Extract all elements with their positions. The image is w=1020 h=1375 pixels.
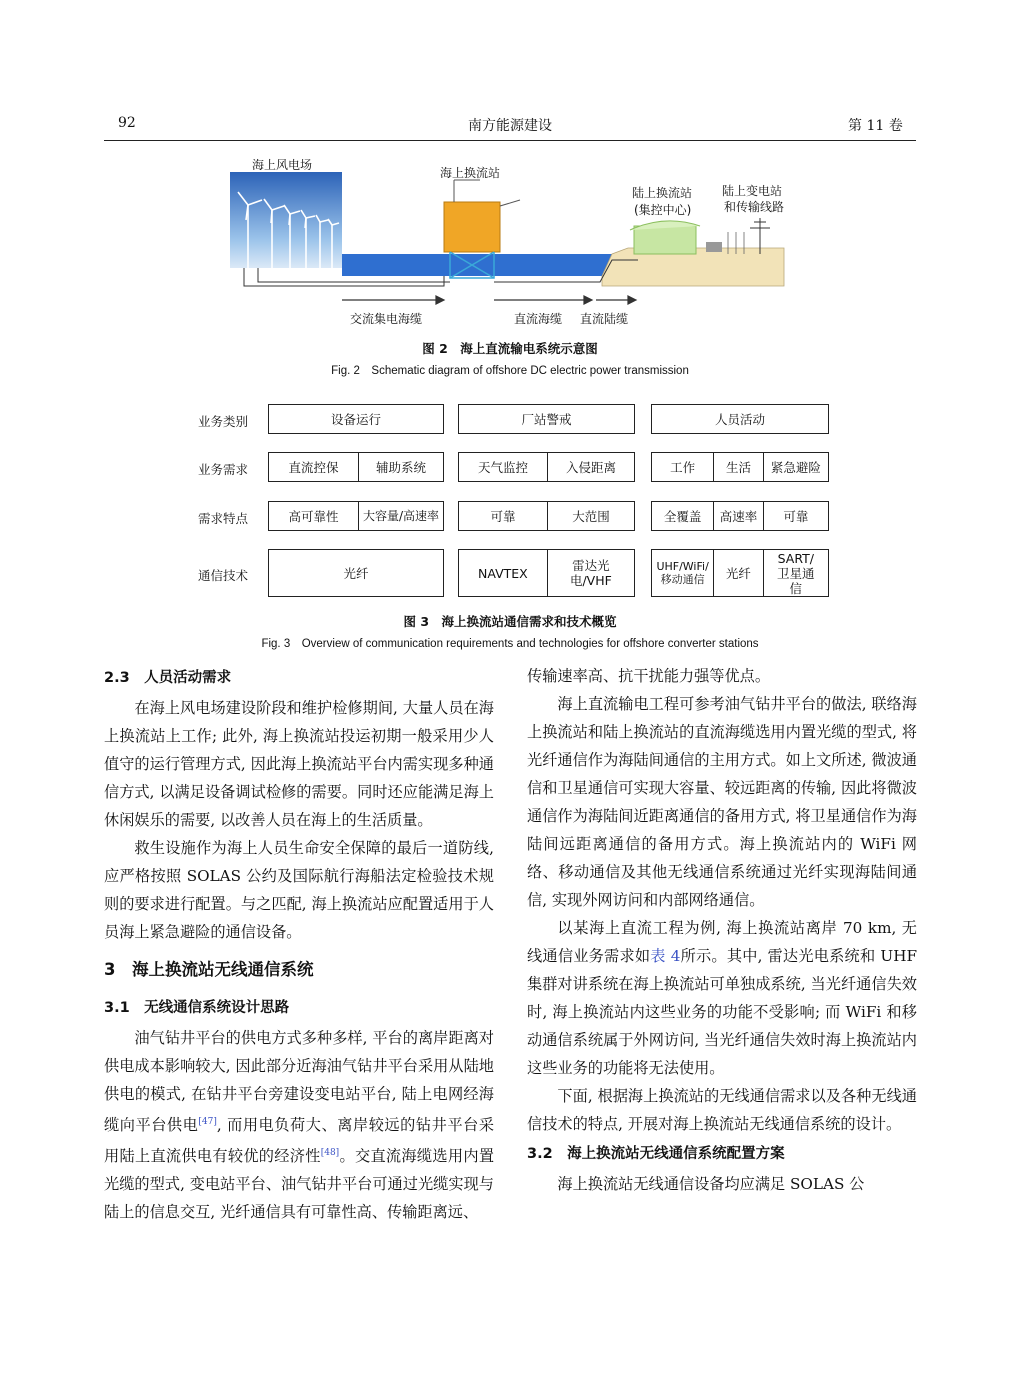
fig2-caption-en: Fig. 2 Schematic diagram of offshore DC electric power transmission [331,365,689,377]
need-cell: 入侵距离 [547,453,634,481]
label-offshore-station: 海上换流站 [440,166,501,180]
paragraph [104,1024,494,1226]
volume-label: 第 11 卷 [848,118,903,134]
label-ac-cable: 交流集电海缆 [350,312,423,326]
needs-group [458,452,635,482]
need-cell: 辅助系统 [358,453,443,481]
needs-group [268,452,444,482]
paragraph: 在海上风电场建设阶段和维护检修期间, 大量人员在海上换流站上工作; 此外, 海上换流站投运初期一般采用少人值守的运行管理方式, 因此海上换流站平台内需实现多种通信方式, 以满足设备调试检修的需要。同时还应能满足海上休闲娱乐的需要, 以改善人员在海上的生活质量。 [104,699,494,829]
label-dc-land-cable: 直流陆缆 [580,312,629,326]
citation-48[interactable]: [48] [320,1148,340,1159]
left-column [104,662,494,1226]
feature-cell: 大范围 [547,502,634,530]
feature-cell: 可靠 [763,502,828,530]
offshore-dc-diagram [228,150,788,340]
category-box: 厂站警戒 [458,404,635,434]
category-box: 人员活动 [651,404,829,434]
label-onshore-substation-sub: 和传输线路 [724,200,785,214]
journal-title: 南方能源建设 [468,118,552,134]
text-span: 以某海上直流工程为例, 海上换流站离岸 70 km, 无线通信业务需求如 [527,919,917,965]
features-group [458,501,635,531]
row-label-tech: 通信技术 [198,568,249,583]
paragraph: 下面, 根据海上换流站的无线通信需求以及各种无线通信技术的特点, 开展对海上换流站无线通信系统的设计。 [527,1087,917,1133]
need-cell: 紧急避险 [763,453,828,481]
citation-47[interactable]: [47] [198,1117,217,1127]
feature-cell: 高速率 [713,502,762,530]
section-2-3-heading: 2.3 人员活动需求 [104,670,232,686]
text-span: 所示。其中, 雷达光电系统和 UHF 集群对讲系统在海上换流站可单独成系统, 当光纤通信失效时, 海上换流站内这些业务的功能不受影响; 而 WiFi 和移动通信系统属于外网访问, 当光纤通信失效时海上换流站内这些业务的功能将无法使用。 [527,947,917,1077]
tech-cell: 雷达光电/VHF [547,550,634,596]
category-box: 设备运行 [268,404,444,434]
text-span: , 而用电负荷大、离岸较远的钻井平台采用陆上直流供电有较优的经济性 [104,1116,495,1166]
table-4-link[interactable]: 表 4 [650,947,681,965]
feature-cell: 全覆盖 [663,508,702,524]
features-group [651,501,829,531]
label-wind-farm: 海上风电场 [252,158,313,172]
paragraph: 海上换流站无线通信设备均应满足 SOLAS 公 [557,1175,865,1193]
row-label-needs: 业务需求 [198,462,249,477]
tech-cell: 光纤 [713,550,762,596]
feature-cell: 大容量/高速率 [358,502,443,530]
features-group [268,501,444,531]
feature-cell: 可靠 [490,508,516,524]
sea [342,254,612,276]
tech-cell: SART/卫星通信 [763,550,828,596]
section-3-1-heading: 3.1 无线通信系统设计思路 [104,1000,290,1016]
right-column [527,662,917,1198]
tech-group [458,549,635,597]
feature-cell: 高可靠性 [288,508,339,524]
fig3-caption-zh: 图 3 海上换流站通信需求和技术概览 [403,614,617,629]
section-3-2-heading: 3.2 海上换流站无线通信系统配置方案 [527,1146,785,1162]
needs-group [651,452,829,482]
need-cell: 工作 [670,459,696,475]
paragraph [527,914,917,1082]
transformer [706,242,722,252]
text-span: 。交直流海缆选用内置光缆的型式, 变电站平台、油气钻井平台可通过光缆实现与陆上的信息交互, 光纤通信具有可靠性高、传输距离远、 [104,1147,495,1222]
tech-box: 光纤 [268,549,444,597]
need-cell: 生活 [713,453,762,481]
paragraph-continued: 传输速率高、抗干扰能力强等优点。 [527,667,770,685]
onshore-station-shape [634,226,696,254]
offshore-station-shape [444,202,500,252]
tech-group [651,549,829,597]
label-onshore-substation: 陆上变电站 [722,184,783,198]
row-label-category: 业务类别 [198,414,249,429]
row-label-features: 需求特点 [198,511,249,526]
need-cell: 天气监控 [477,459,528,475]
header-rule [104,140,916,141]
label-dc-sea-cable: 直流海缆 [514,312,563,326]
tech-cell: UHF/WiFi/移动通信 [656,559,709,586]
label-onshore-station: 陆上换流站 [632,186,693,200]
label-onshore-station-sub: (集控中心) [634,203,692,217]
paragraph: 海上直流输电工程可参考油气钻井平台的做法, 联络海上换流站和陆上换流站的直流海缆选用内置光缆的型式, 将光纤通信作为海陆间通信的主用方式。如上文所述, 微波通信和卫星通信可实现大容量、较远距离的传输, 因此将微波通信作为海陆间近距离通信的备用方式, 将卫星通信作为海陆间远距离通信的备用方式。海上换流站内的 WiFi 网络、移动通信及其他无线通信系统通过光纤实现海陆间通信, 实现外网访问和内部网络通信。 [527,695,917,909]
need-cell: 直流控保 [288,459,339,475]
section-3-heading: 3 海上换流站无线通信系统 [104,960,314,979]
fig3-caption-en: Fig. 3 Overview of communication requirements and technologies for offshore converter stations [261,638,759,650]
tech-cell: NAVTEX [478,565,528,581]
paragraph: 救生设施作为海上人员生命安全保障的最后一道防线, 应严格按照 SOLAS 公约及国际航行海船法定检验技术规则的要求进行配置。与之匹配, 海上换流站应配置适用于人员海上紧急避险的通信设备。 [104,839,494,941]
page-number: 92 [118,115,136,131]
figure-2 [228,150,788,340]
text-span: 油气钻井平台的供电方式多种多样, 平台的离岸距离对供电成本影响较大, 因此部分近海油气钻井平台采用从陆地供电的模式, 在钻井平台旁建设变电站平台, 陆上电网经海缆向平台供电 [104,1029,494,1135]
fig2-caption-zh: 图 2 海上直流输电系统示意图 [422,341,598,356]
